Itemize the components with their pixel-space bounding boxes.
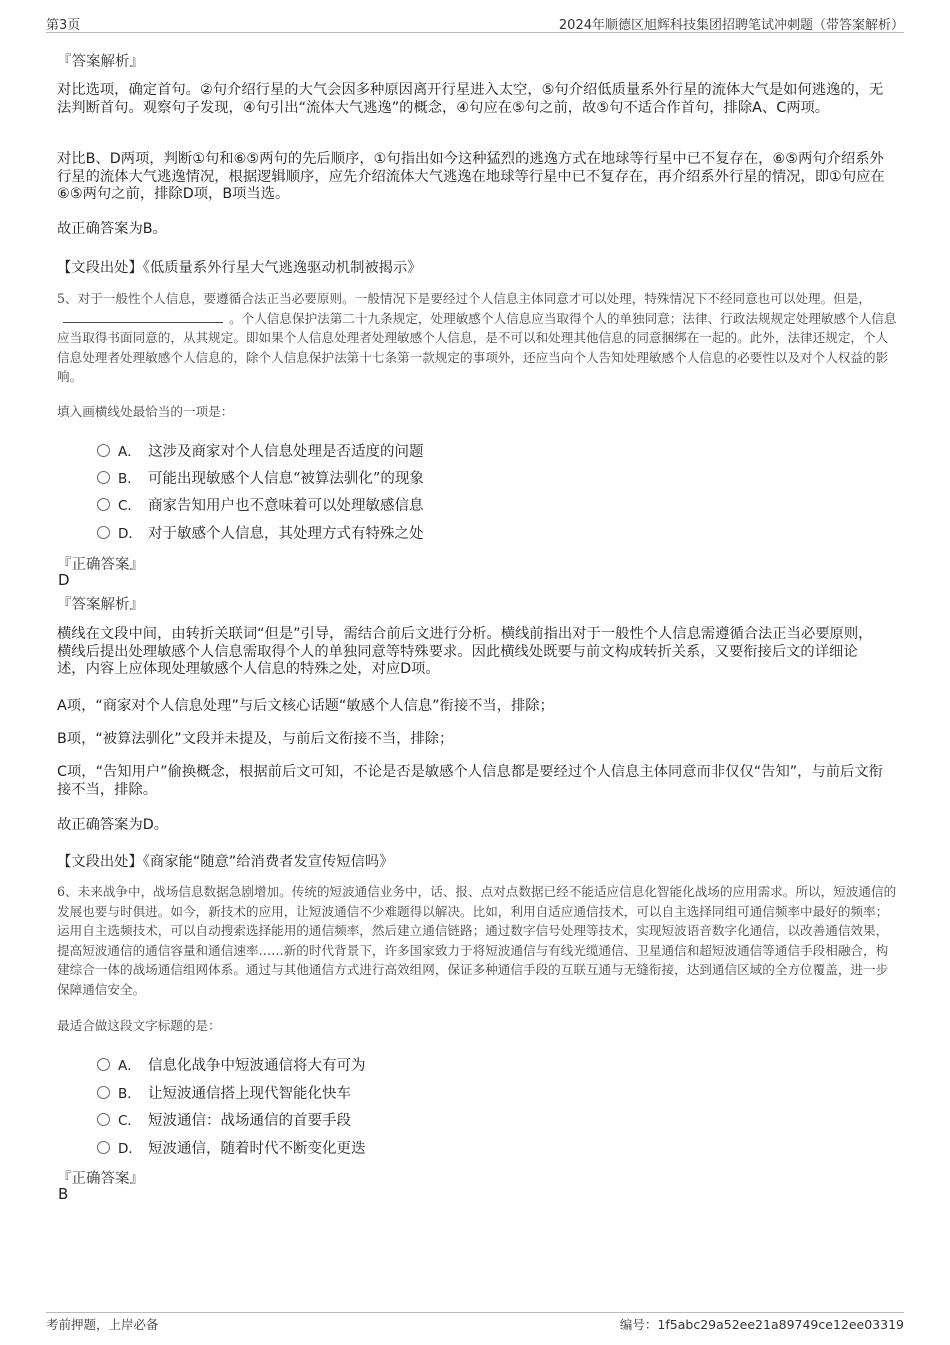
radio-button-icon[interactable] bbox=[97, 471, 110, 484]
q4-analysis-para2: 对比B、D两项，判断①句和⑥⑤两句的先后顺序，①句指出如今这种猛烈的逃逸方式在地球等行星中已不复存在，⑥⑤两句介绍系外行星的流体大气逃逸情况，根据逻辑顺序，应先介绍流体大气逃逸在地球等行星中已不复存在，再介绍系外行星的情况，即①句应在⑥⑤两句之前，排除D项，B项当选。 bbox=[57, 151, 885, 202]
q5-stem-after: 。个人信息保护法第二十九条规定，处理敏感个人信息应当取得个人的单独同意；法律、行政法规规定处理敏感个人信息应当取得书面同意的，从其规定。即如果个人信息处理者处理敏感个人信息，是不可以和处理其他信息的同意捆绑在一起的。此外，法律还规定，个人信息处理者处理敏感个人信息的，除个人信息保护法第十七条第一款规定的事项外，还应当向个人告知处理敏感个人信息的必要性以及对个人权益的影响。 bbox=[57, 310, 897, 384]
q5-answer-label: 『正确答案』 bbox=[57, 557, 144, 573]
q5-stem bbox=[57, 289, 897, 387]
q6-stem: 6、未来战争中，战场信息数据急剧增加。传统的短波通信业务中，话、报、点对点数据已经不能适应信息化智能化战场的应用需求。所以，短波通信的发展也要与时俱进。如今，新技术的应用，让短波通信不少难题得以解决。比如，利用自适应通信技术，可以自主选择同组可通信频率中最好的频率；运用自主选频技术，可以自动搜索选择能用的通信频率，然后建立通信链路；通过数字信号处理等技术，实现短波语音数字化通信，以改善通信效果，提高短波通信的通信容量和通信速率……新的时代背景下，许多国家致力于将短波通信与有线光缆通信、卫星通信和超短波通信等通信手段相融合，构建综合一体的战场通信组网体系。通过与其他通信方式进行高效组网，保证多种通信手段的互联互通与无缝衔接，达到通信区域的全方位覆盖，进一步保障通信安全。 bbox=[57, 884, 897, 997]
page-header bbox=[46, 12, 904, 33]
q5-analysis-label: 『答案解析』 bbox=[57, 597, 144, 613]
q6-prompt: 最适合做这段文字标题的是： bbox=[57, 1018, 221, 1033]
q5-conclusion: 故正确答案为D。 bbox=[57, 817, 169, 833]
q4-source: 【文段出处】《低质量系外行星大气逃逸驱动机制被揭示》 bbox=[57, 260, 422, 276]
radio-button-icon[interactable] bbox=[97, 1113, 110, 1126]
radio-button-icon[interactable] bbox=[97, 1086, 110, 1099]
q4-conclusion: 故正确答案为B。 bbox=[57, 221, 167, 237]
q5-source: 【文段出处】《商家能“随意”给消费者发宣传短信吗》 bbox=[57, 854, 394, 870]
q5-analysis-para4: C项，“告知用户”偷换概念，根据前后文可知，不论是否是敏感个人信息都是要经过个人信息主体同意而非仅仅“告知”，与前后文衔接不当，排除。 bbox=[57, 764, 883, 798]
footer-slogan: 考前押题，上岸必备 bbox=[46, 1317, 159, 1332]
radio-button-icon[interactable] bbox=[97, 1141, 110, 1154]
q6-answer: B bbox=[58, 1185, 69, 1203]
q4-analysis-label: 『答案解析』 bbox=[57, 54, 144, 70]
q5-answer: D bbox=[58, 571, 70, 589]
radio-button-icon[interactable] bbox=[97, 526, 110, 539]
q5-stem-before: 5、对于一般性个人信息，要遵循合法正当必要原则。一般情况下是要经过个人信息主体同意才可以处理，特殊情况下不经同意也可以处理。但是， bbox=[57, 291, 872, 306]
q5-prompt: 填入画横线处最恰当的一项是： bbox=[57, 404, 234, 419]
radio-button-icon[interactable] bbox=[97, 498, 110, 511]
radio-button-icon[interactable] bbox=[97, 444, 110, 457]
q5-blank bbox=[63, 310, 223, 323]
page-footer bbox=[46, 1312, 904, 1333]
q5-analysis-para3: B项，“被算法驯化”文段并未提及，与前后文衔接不当，排除； bbox=[57, 731, 454, 747]
document-title: 2024年顺德区旭辉科技集团招聘笔试冲刺题（带答案解析） bbox=[558, 18, 904, 33]
page-number: 第3页 bbox=[46, 18, 81, 33]
q5-analysis-para2: A项，“商家对个人信息处理”与后文核心话题“敏感个人信息”衔接不当，排除； bbox=[57, 698, 554, 714]
q4-analysis-para1: 对比选项，确定首句。②句介绍行星的大气会因多种原因离开行星进入太空，⑤句介绍低质量系外行星的流体大气是如何逃逸的，无法判断首句。观察句子发现，④句引出“流体大气逃逸”的概念，④句应在⑤句之前，故⑤句不适合作首句，排除A、C两项。 bbox=[57, 82, 884, 116]
radio-button-icon[interactable] bbox=[97, 1058, 110, 1071]
footer-code: 编号：1f5abc29a52ee21a89749ce12ee03319 bbox=[619, 1317, 904, 1332]
q6-answer-label: 『正确答案』 bbox=[57, 1171, 144, 1187]
q5-analysis-para1: 横线在文段中间，由转折关联词“但是”引导，需结合前后文进行分析。横线前指出对于一般性个人信息需遵循合法正当必要原则，横线后提出处理敏感个人信息需取得个人的单独同意等特殊要求。因此横线处既要与前文构成转折关系，又要衔接后文的详细论述，内容上应体现处理敏感个人信息的特殊之处，对应D项。 bbox=[57, 626, 873, 677]
